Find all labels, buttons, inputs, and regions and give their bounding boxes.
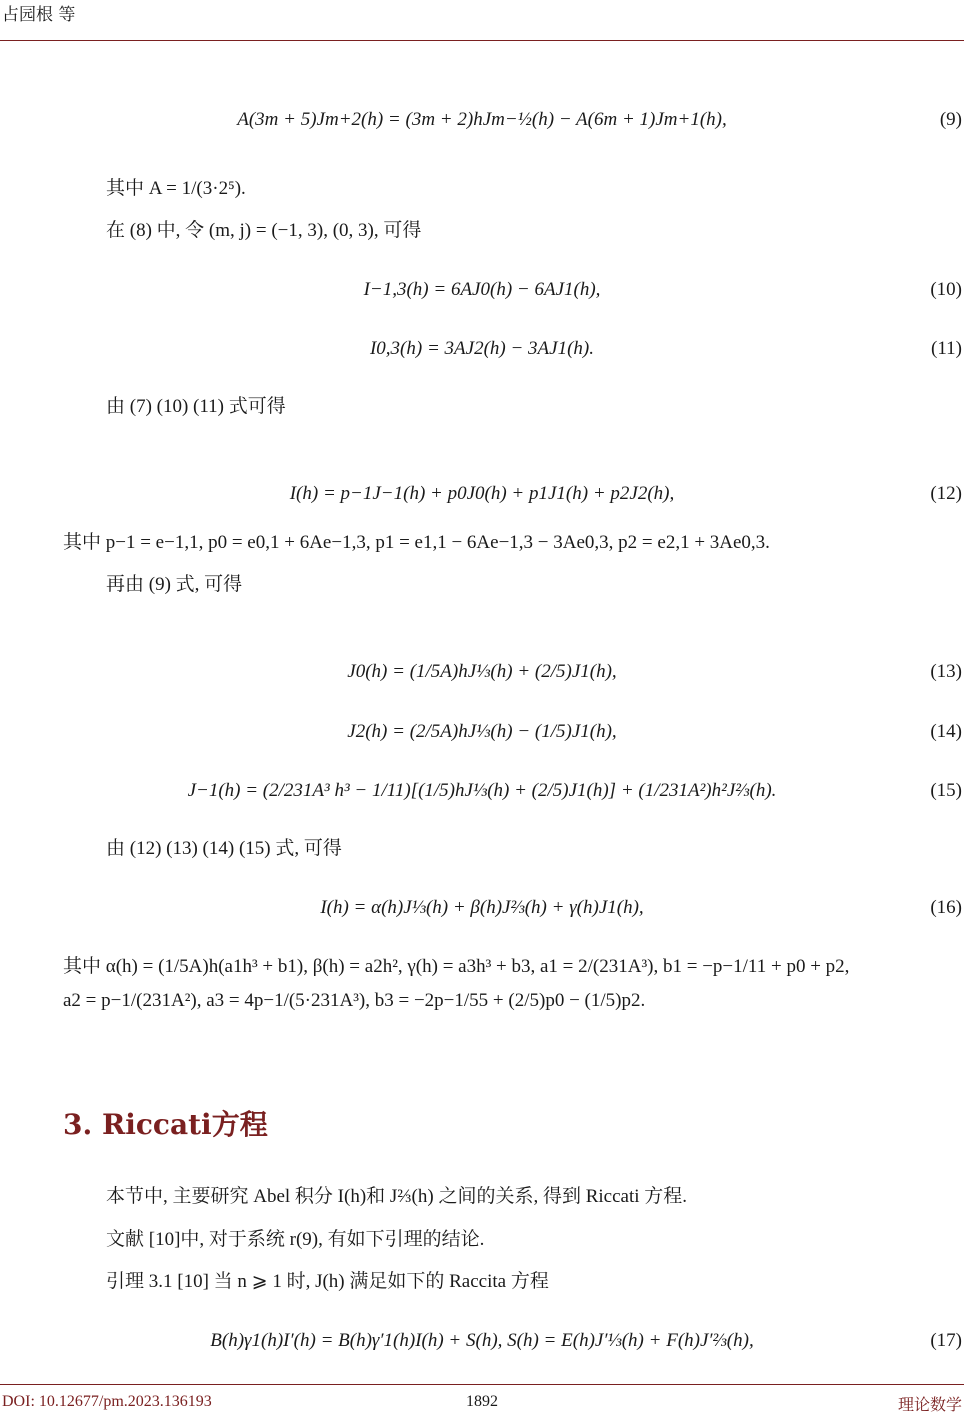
- footer-page-number: 1892: [466, 1393, 498, 1410]
- equation-9: [0, 100, 964, 140]
- section-heading: 3. Riccati方程: [63, 1108, 268, 1141]
- paragraph-from-12-15: 由 (12) (13) (14) (15) 式, 可得: [106, 838, 342, 859]
- footer-journal-name: 理论数学: [897, 1395, 962, 1414]
- equation-body: I(h) = p−1J−1(h) + p0J0(h) + p1J1(h) + p2J2(h),: [289, 483, 675, 504]
- paragraph-lemma: 引理 3.1 [10] 当 n ⩾ 1 时, J(h) 满足如下的 Raccita 方程: [106, 1271, 549, 1292]
- running-header-author: 占园根 等: [2, 5, 76, 25]
- paragraph-where-alpha-line1: 其中 α(h) = (1/5A)h(a1h³ + b1), β(h) = a2h², γ(h) = a3h³ + b3, a1 = 2/(231A³), b1 = −p−1/11 + p0 + p2,: [63, 956, 850, 977]
- equation-number: (15): [930, 780, 962, 801]
- equation-number: (9): [939, 109, 962, 130]
- equation-number: (10): [930, 279, 962, 300]
- equation-body: I−1,3(h) = 6AJ0(h) − 6AJ1(h),: [363, 279, 601, 300]
- header-rule: [0, 40, 964, 41]
- paragraph-ref-10: 文献 [10]中, 对于系统 r(9), 有如下引理的结论.: [106, 1229, 485, 1250]
- equation-number: (12): [930, 483, 962, 504]
- paragraph-section-intro: 本节中, 主要研究 Abel 积分 I(h)和 J⅔(h) 之间的关系, 得到 Riccati 方程.: [106, 1186, 688, 1207]
- equation-16: [0, 888, 964, 928]
- paragraph-where-alpha-line2: a2 = p−1/(231A²), a3 = 4p−1/(5·231A³), b3 = −2p−1/55 + (2/5)p0 − (1/5)p2.: [63, 990, 646, 1011]
- footer-rule: [0, 1384, 964, 1385]
- paragraph-from-9: 再由 (9) 式, 可得: [106, 574, 243, 595]
- equation-body: J2(h) = (2/5A)hJ⅓(h) − (1/5)J1(h),: [347, 721, 617, 742]
- equation-body: J0(h) = (1/5A)hJ⅓(h) + (2/5)J1(h),: [347, 661, 617, 682]
- equation-11: [0, 329, 964, 369]
- equation-body: I(h) = α(h)J⅓(h) + β(h)J⅔(h) + γ(h)J1(h),: [320, 897, 644, 918]
- equation-13: [0, 652, 964, 692]
- equation-number: (13): [930, 661, 962, 682]
- equation-body: J−1(h) = (2/231A³ h³ − 1/11)[(1/5)hJ⅓(h) + (2/5)J1(h)] + (1/231A²)h²J⅔(h).: [187, 780, 777, 801]
- equation-10: [0, 270, 964, 310]
- paragraph-from-7-10-11: 由 (7) (10) (11) 式可得: [106, 396, 286, 417]
- paragraph-where-p: 其中 p−1 = e−1,1, p0 = e0,1 + 6Ae−1,3, p1 = e1,1 − 6Ae−1,3 − 3Ae0,3, p2 = e2,1 + 3Ae0,3.: [63, 532, 770, 553]
- equation-body: B(h)γ1(h)I′(h) = B(h)γ′1(h)I(h) + S(h), S(h) = E(h)J′⅓(h) + F(h)J′⅔(h),: [210, 1330, 754, 1351]
- equation-14: [0, 712, 964, 752]
- equation-number: (14): [930, 721, 962, 742]
- equation-number: (16): [930, 897, 962, 918]
- paragraph-let: 在 (8) 中, 令 (m, j) = (−1, 3), (0, 3), 可得: [106, 220, 422, 241]
- equation-body: A(3m + 5)Jm+2(h) = (3m + 2)hJm−½(h) − A(6m + 1)Jm+1(h),: [237, 109, 727, 130]
- equation-number: (17): [930, 1330, 962, 1351]
- equation-15: [0, 771, 964, 811]
- equation-number: (11): [931, 338, 962, 359]
- equation-12: [0, 474, 964, 514]
- equation-17: [0, 1321, 964, 1361]
- paragraph-A-definition: 其中 A = 1/(3·2⁵).: [106, 178, 246, 199]
- footer-doi-link[interactable]: DOI: 10.12677/pm.2023.136193: [2, 1393, 212, 1410]
- equation-body: I0,3(h) = 3AJ2(h) − 3AJ1(h).: [369, 338, 594, 359]
